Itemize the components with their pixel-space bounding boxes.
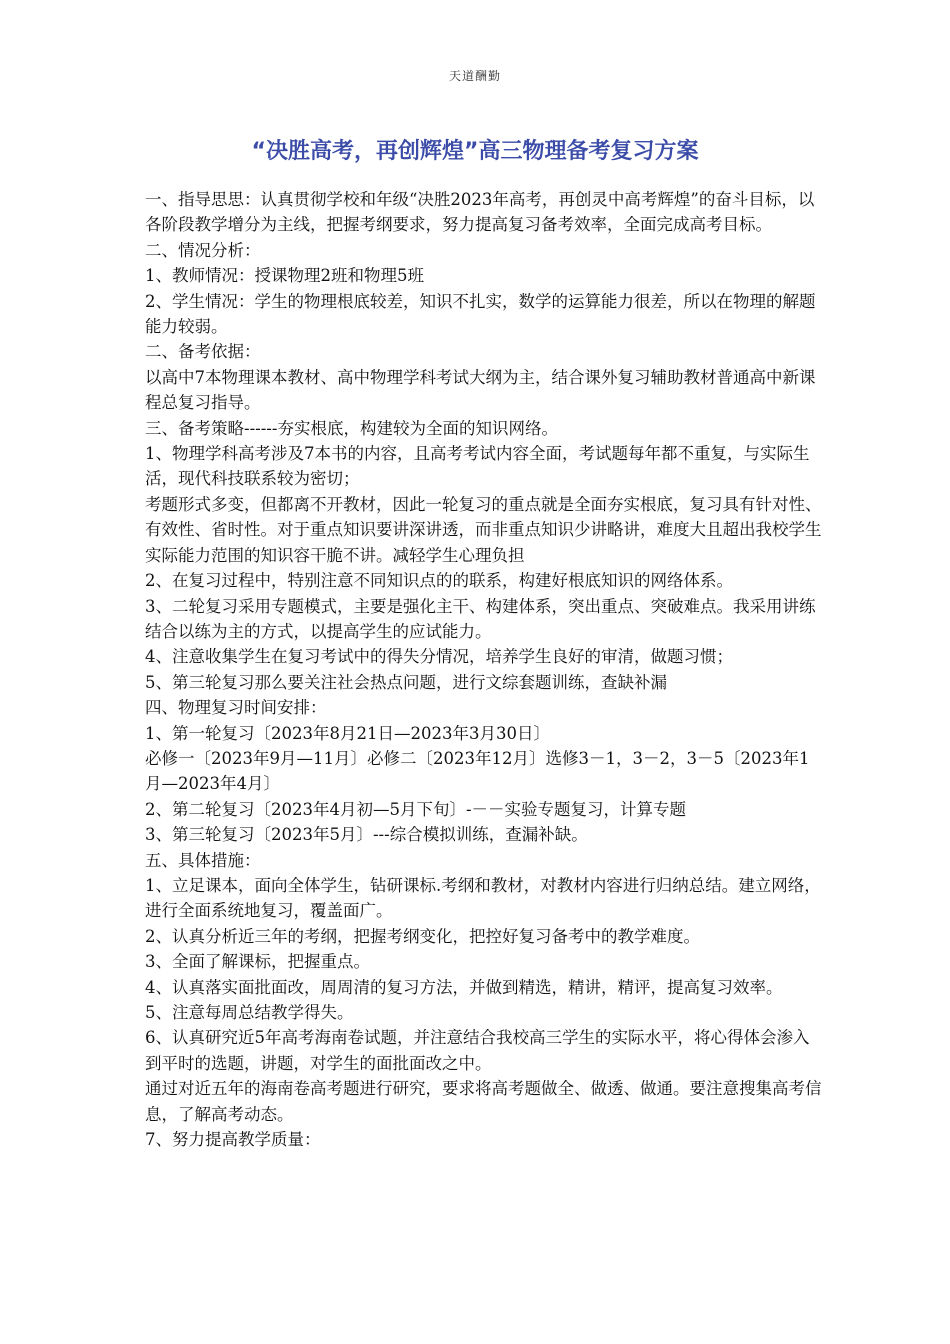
paragraph: 通过对近五年的海南卷高考题进行研究，要求将高考题做全、做透、做通。要注意搜集高考信息，了解高考动态。: [145, 1079, 822, 1124]
paragraph: 3、全面了解课标，把握重点。: [145, 952, 370, 972]
document-body: [145, 187, 825, 1152]
paragraph: 4、注意收集学生在复习考试中的得失分情况，培养学生良好的审清，做题习惯；: [145, 647, 733, 667]
paragraph: 二、备考依据：: [145, 342, 261, 362]
paragraph: 5、第三轮复习那么要关注社会热点问题，进行文综套题训练，查缺补漏: [145, 672, 667, 692]
paragraph: 2、学生情况：学生的物理根底较差，知识不扎实，数学的运算能力很差，所以在物理的解题能力较弱。: [145, 291, 816, 337]
paragraph: 7、努力提高教学质量：: [145, 1130, 321, 1150]
paragraph: 以高中7本物理课本教材、高中物理学科考试大纲为主，结合课外复习辅助教材普通高中新课程总复习指导。: [145, 367, 816, 413]
paragraph: 1、物理学科高考涉及7本书的内容，且高考考试内容全面，考试题每年都不重复，与实际生活，现代科技联系较为密切；: [145, 444, 810, 489]
paragraph: 二、情况分析：: [145, 240, 261, 260]
paragraph: 2、第二轮复习〔2023年4月初—5月下旬〕-－－实验专题复习，计算专题: [145, 799, 687, 819]
paragraph: 2、认真分析近三年的考纲，把握考纲变化，把控好复习备考中的教学难度。: [145, 926, 700, 946]
paragraph: 五、具体措施：: [145, 850, 261, 870]
paragraph: 一、指导思思：认真贯彻学校和年级“决胜2023年高考，再创灵中高考辉煌”的奋斗目标，以各阶段教学增分为主线，把握考纲要求，努力提高复习备考效率，全面完成高考目标。: [145, 190, 815, 235]
paragraph: 5、注意每周总结教学得失。: [145, 1003, 354, 1022]
page-header: 天道酬勤: [448, 69, 501, 83]
paragraph: 3、第三轮复习〔2023年5月〕---综合模拟训练，查漏补缺。: [145, 825, 588, 845]
paragraph: 1、第一轮复习〔2023年8月21日—2023年3月30日〕: [145, 723, 550, 743]
paragraph: 2、在复习过程中，特别注意不同知识点的的联系，构建好根底知识的网络体系。: [145, 571, 733, 591]
paragraph: 6、认真研究近5年高考海南卷试题，并注意结合我校高三学生的实际水平，将心得体会渗入到平时的选题，讲题，对学生的面批面改之中。: [145, 1028, 810, 1073]
paragraph: 考题形式多变，但都离不开教材，因此一轮复习的重点就是全面夯实根底，复习具有针对性、有效性、省时性。对于重点知识要讲深讲透，而非重点知识少讲略讲，难度大且超出我校学生实际能力范围的知识容干脆不讲。减轻学生心理负担: [145, 494, 822, 565]
paragraph: 4、认真落实面批面改，周周清的复习方法，并做到精选，精讲，精评，提高复习效率。: [145, 977, 783, 997]
paragraph: 必修一〔2023年9月—11月〕必修二〔2023年12月〕选修3－1，3－2，3－5〔2023年1月—2023年4月〕: [145, 748, 810, 794]
paragraph: 3、二轮复习采用专题模式，主要是强化主干、构建体系，突出重点、突破难点。我采用讲练结合以练为主的方式，以提高学生的应试能力。: [145, 596, 816, 641]
paragraph: 1、教师情况：授课物理2班和物理5班: [145, 266, 424, 286]
paragraph: 四、物理复习时间安排：: [145, 698, 327, 718]
document-title: “决胜高考，再创辉煌”高三物理备考复习方案: [251, 139, 699, 164]
paragraph: 三、备考策略------夯实根底，构建较为全面的知识网络。: [145, 418, 558, 438]
paragraph: 1、立足课本，面向全体学生，钻研课标.考纲和教材，对教材内容进行归纳总结。建立网络，进行全面系统地复习，覆盖面广。: [145, 875, 821, 921]
